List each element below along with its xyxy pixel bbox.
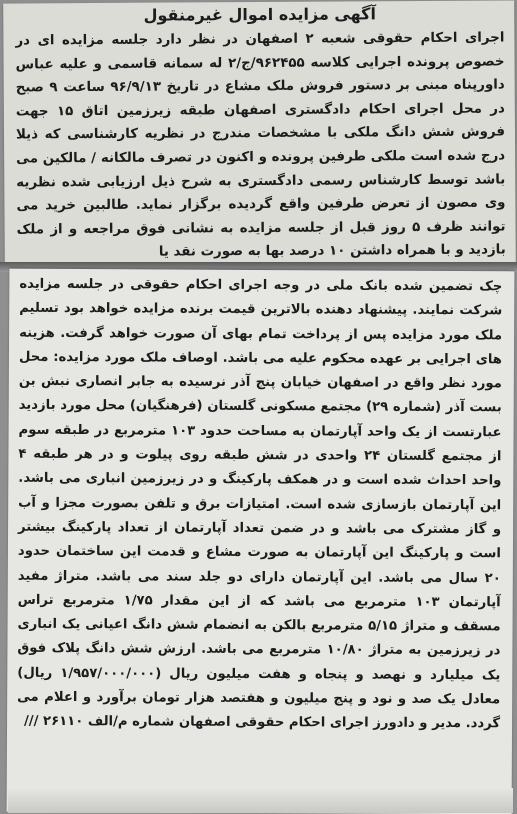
notice-title: آگهی مزایده اموال غیرمنقول (143, 4, 376, 25)
clipping-cut-edge (8, 788, 513, 813)
notice-body-bottom: چک تضمین شده بانک ملی در وجه اجرای احکام حقوقی در جلسه مزایده شرکت نمایند. پیشنهاد دهنده بالاترین قیمت برنده مزایده خواهد بود تسلیم ملک مورد مزایده پس از پرداخت تمام بهای آن صورت خواهد گرفت. هزینه های اجرایی بر عهده محکوم علیه می باشد. اوصاف ملک مورد مزایده: محل مورد نظر واقع در اصفهان خیابان پنج آذر نرسیده به جابر انصاری نبش بن بست آذر (شماره ۲۹) مجتمع مسکونی گلستان (فرهنگیان) محل مورد بازدید عبارتست از یک واحد آپارتمان به مساحت حدود ۱۰۳ مترمربع در طبقه سوم از مجتمع گلستان ۲۴ واحدی در شش طبقه روی پیلوت و در هر طبقه ۴ واحد احداث شده است و در همکف پارکینگ و در زیرزمین انباری می باشد. این آپارتمان بازسازی شده است. امتیازات برق و تلفن بصورت مجزا و آب و گاز مشترک می باشد و در ضمن تعداد آپارتمان از تعداد پارکینگ بیشتر است و پارکینگ این آپارتمان به صورت مشاع و قدمت این ساختمان حدود ۲۰ سال می باشد. این آپارتمان دارای دو جلد سند می باشد. متراژ مفید آپارتمان ۱۰۳ مترمربع می باشد که از این مقدار ۱/۷۵ مترمربع تراس مسقف و متراژ ۵/۱۵ مترمربع بالکن به انضمام شش دانگ اعیانی یک انباری در زیرزمین به متراژ ۱۰/۸۰ مترمربع می باشد. ارزش شش دانگ پلاک فوق یک میلیارد و نهصد و پنجاه و هفت میلیون ریال (۱/۹۵۷/۰۰۰/۰۰۰ ریال) معادل یک صد و نود و پنج میلیون و هفتصد هزار تومان برآورد و اعلام می گردد. مدیر و دادورز اجرای احکام حقوقی اصفهان شماره م/الف ۲۶۱۱۰ /// (17, 276, 503, 732)
notice-body-top: اجرای احکام حقوقی شعبه ۲ اصفهان در نظر دارد جلسه مزایده ای در خصوص پرونده اجرایی کلاسه ۹۶۲۴۵۵/ج/۲ له سمانه قاسمی و علیه عباس داورپناه مبنی بر دستور فروش ملک مشاع در تاریخ ۹۶/۹/۱۳ ساعت ۹ صبح در محل اجرای احکام دادگستری اصفهان طبقه زیرزمین اتاق ۱۵ جهت فروش شش دانگ ملکی با مشخصات مندرج در نظریه کارشناسی که ذیلا درج شده است ملکی طرفین پرونده و اکنون در تصرف مالکانه / مالکین می باشد توسط کارشناس رسمی دادگستری به شرح ذیل ارزیابی شده نظریه وی مصون از تعرض طرفین واقع گردیده برگزار نماید. طالبین خرید می توانند ظرف ۵ روز قبل از جلسه مزایده به نشانی فوق مراجعه و از ملک بازدید و با همراه داشتن ۱۰ درصد بها به صورت نقد یا (15, 30, 506, 260)
notice-clipping-top (3, 0, 516, 269)
notice-clipping-bottom (7, 269, 515, 814)
